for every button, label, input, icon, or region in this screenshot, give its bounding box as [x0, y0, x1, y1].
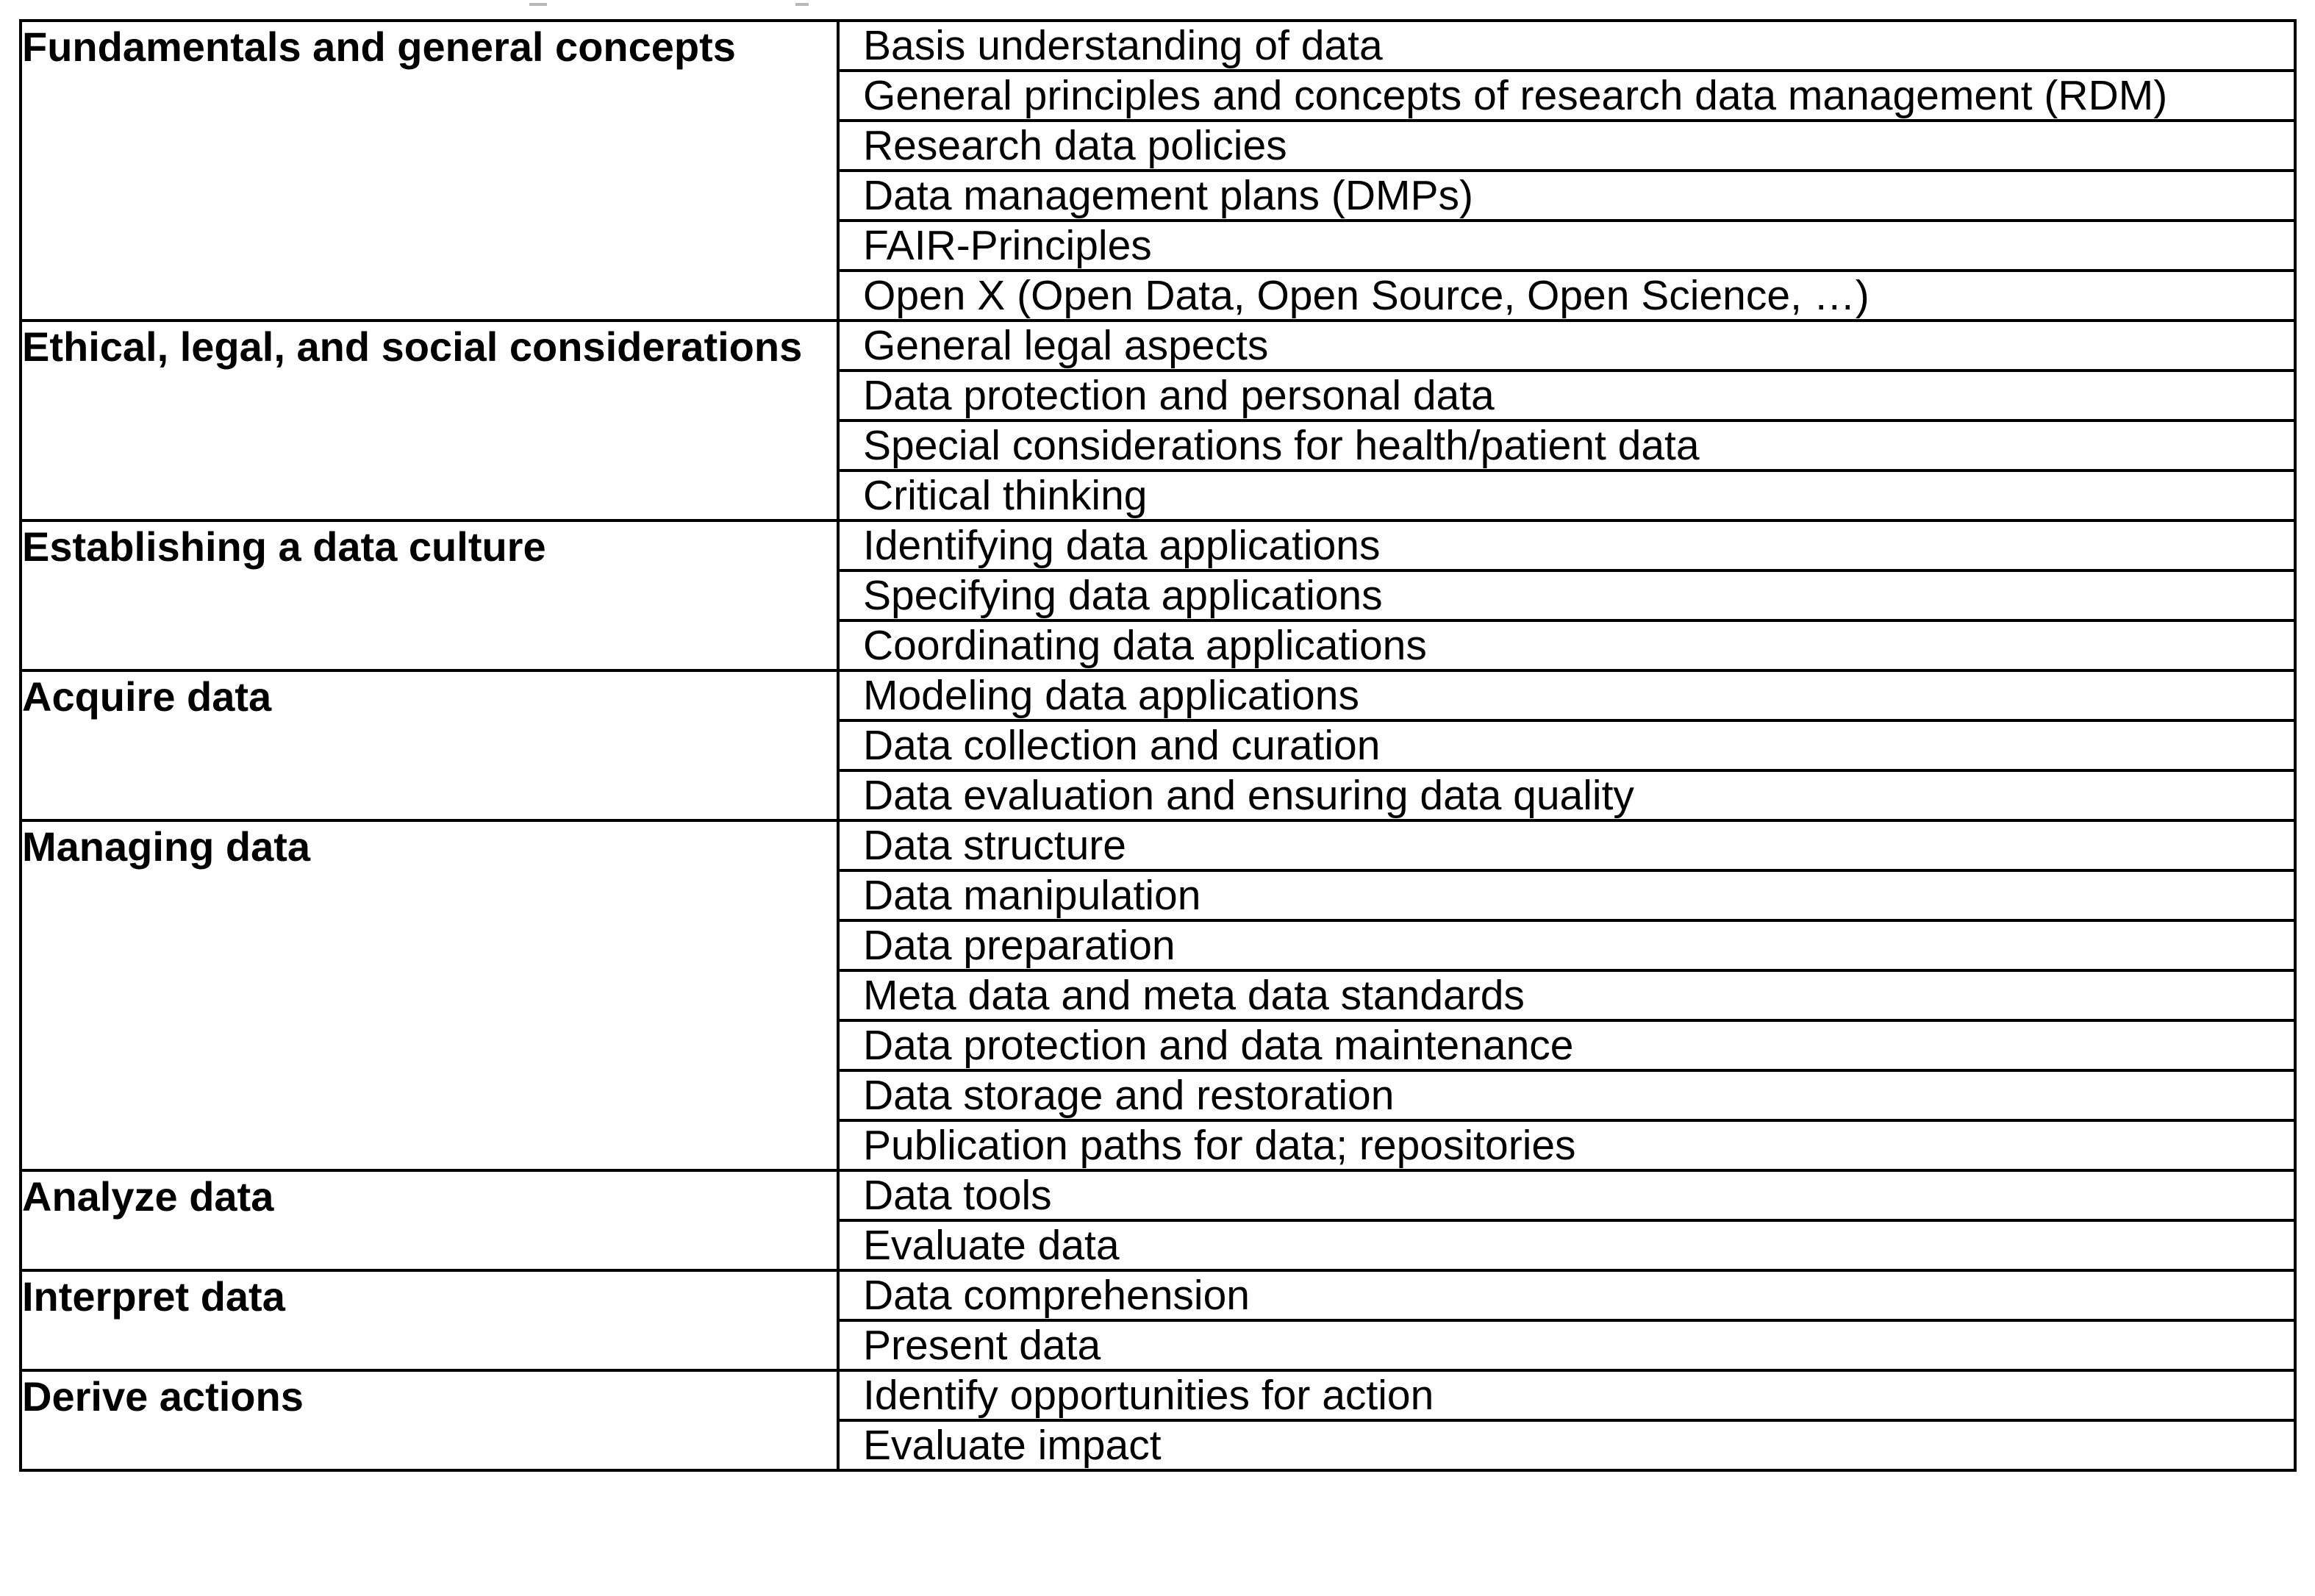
topic-label: Data management plans (DMPs) — [863, 172, 1474, 219]
category-label: Interpret data — [22, 1273, 285, 1320]
topic-label: Specifying data applications — [863, 572, 1383, 619]
topic-cell — [838, 371, 2295, 421]
table-row — [21, 670, 2295, 720]
topic-cell — [838, 470, 2295, 520]
topic-cell — [838, 221, 2295, 271]
topic-label: Meta data and meta data standards — [863, 972, 1525, 1019]
category-label: Acquire data — [22, 673, 272, 720]
topic-cell — [838, 271, 2295, 321]
topic-label: Evaluate data — [863, 1222, 1120, 1269]
topic-cell — [838, 171, 2295, 221]
topic-cell — [838, 1270, 2295, 1320]
category-label: Derive actions — [22, 1373, 304, 1420]
category-label: Analyze data — [22, 1173, 274, 1220]
topic-label: Data comprehension — [863, 1272, 1250, 1319]
topic-cell — [838, 520, 2295, 570]
topic-cell — [838, 970, 2295, 1020]
page-edge-mark-right — [795, 3, 809, 6]
category-label: Ethical, legal, and social considerations — [22, 323, 803, 370]
topic-label: Modeling data applications — [863, 672, 1359, 719]
topic-cell — [838, 670, 2295, 720]
category-label: Establishing a data culture — [22, 523, 546, 570]
category-label: Fundamentals and general concepts — [22, 24, 736, 70]
topic-label: Open X (Open Data, Open Source, Open Science, …) — [863, 272, 1869, 319]
topic-cell — [838, 1320, 2295, 1370]
category-cell — [21, 321, 838, 520]
topic-label: Data storage and restoration — [863, 1072, 1395, 1119]
topic-label: General principles and concepts of research data management (RDM) — [863, 72, 2168, 119]
competency-table — [19, 19, 2297, 1472]
category-cell — [21, 21, 838, 321]
category-cell — [21, 1170, 838, 1270]
topic-cell — [838, 1170, 2295, 1220]
topic-cell — [838, 1020, 2295, 1070]
topic-label: Basis understanding of data — [863, 22, 1383, 69]
topic-label: Data evaluation and ensuring data quality — [863, 772, 1634, 819]
topic-label: Data protection and personal data — [863, 372, 1495, 419]
topic-cell — [838, 620, 2295, 670]
topic-cell — [838, 920, 2295, 970]
topic-label: Critical thinking — [863, 472, 1148, 519]
topic-cell — [838, 1120, 2295, 1170]
category-label: Managing data — [22, 823, 311, 870]
topic-label: Identify opportunities for action — [863, 1372, 1434, 1419]
topic-cell — [838, 321, 2295, 371]
topic-cell — [838, 21, 2295, 71]
table-row — [21, 21, 2295, 71]
competency-table-body — [21, 21, 2295, 1470]
topic-cell — [838, 121, 2295, 171]
topic-cell — [838, 720, 2295, 770]
topic-cell — [838, 1370, 2295, 1420]
topic-cell — [838, 421, 2295, 470]
table-row — [21, 1370, 2295, 1420]
category-cell — [21, 1270, 838, 1370]
topic-cell — [838, 1420, 2295, 1470]
topic-label: Publication paths for data; repositories — [863, 1122, 1576, 1169]
topic-label: Data protection and data maintenance — [863, 1022, 1574, 1069]
table-row — [21, 321, 2295, 371]
category-cell — [21, 1370, 838, 1470]
topic-label: Data structure — [863, 822, 1126, 869]
topic-cell — [838, 1220, 2295, 1270]
table-row — [21, 520, 2295, 570]
page-edge-mark-left — [529, 3, 547, 6]
topic-cell — [838, 71, 2295, 121]
topic-label: Data preparation — [863, 922, 1176, 969]
topic-cell — [838, 820, 2295, 870]
topic-label: Data manipulation — [863, 872, 1201, 919]
topic-label: Identifying data applications — [863, 522, 1381, 569]
topic-label: FAIR-Principles — [863, 222, 1152, 269]
category-cell — [21, 820, 838, 1170]
topic-label: Research data policies — [863, 122, 1287, 169]
category-cell — [21, 670, 838, 820]
topic-cell — [838, 570, 2295, 620]
topic-label: Data collection and curation — [863, 722, 1381, 769]
topic-label: Special considerations for health/patient data — [863, 422, 1700, 469]
topic-label: Coordinating data applications — [863, 622, 1427, 669]
category-cell — [21, 520, 838, 670]
topic-label: Evaluate impact — [863, 1422, 1162, 1469]
table-row — [21, 1270, 2295, 1320]
topic-cell — [838, 870, 2295, 920]
topic-label: General legal aspects — [863, 322, 1269, 369]
document-page — [19, 19, 2297, 1472]
topic-cell — [838, 770, 2295, 820]
topic-label: Present data — [863, 1322, 1101, 1369]
table-row — [21, 820, 2295, 870]
topic-label: Data tools — [863, 1172, 1052, 1219]
table-row — [21, 1170, 2295, 1220]
topic-cell — [838, 1070, 2295, 1120]
